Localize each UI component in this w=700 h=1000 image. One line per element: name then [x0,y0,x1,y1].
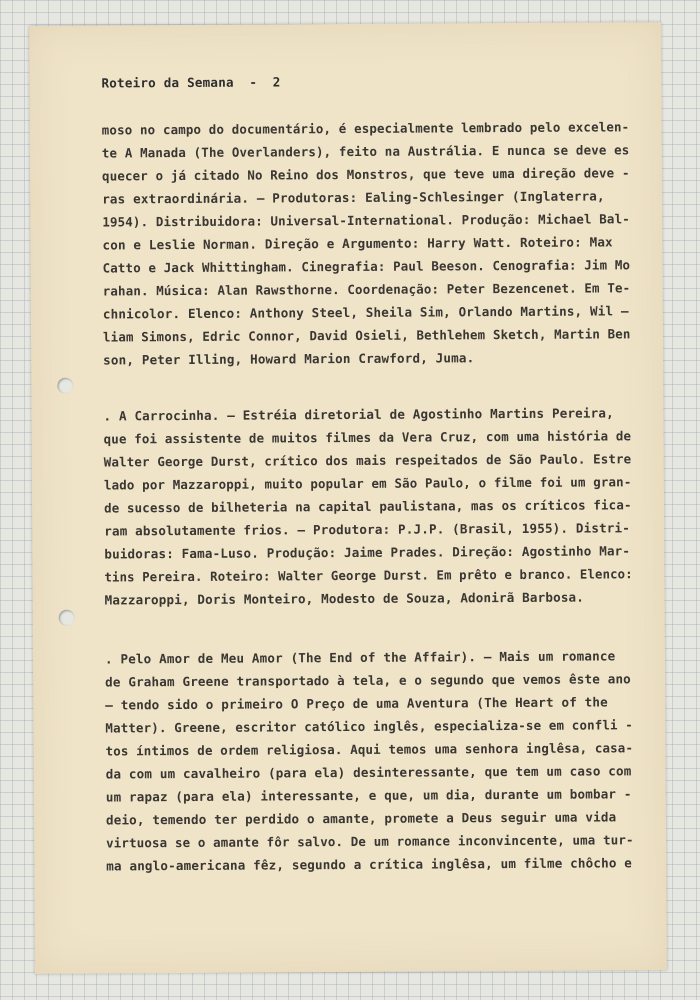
text-line: . Pelo Amor de Meu Amor (The End of the Affair). — Mais um romance [104,648,616,667]
text-line: Walter George Durst, crítico dos mais respeitados de São Paulo. Estre [103,451,632,470]
text-line: ras extraordinária. — Produtoras: Ealing-Schlesinger (Inglaterra, [102,188,605,207]
punch-hole [57,378,73,394]
text-line: — tendo sido o primeiro O Preço de uma Aventura (The Heart of the [105,694,608,713]
text-line: Matter). Greene, escritor católico inglês, especializa-se em confli - [105,717,633,736]
text-line: Mazzaroppi, Doris Monteiro, Modesto de Souza, Adonirã Barbosa. [104,589,585,608]
text-line: moso no campo do documentário, é especialmente lembrado pelo excelen- [101,119,630,138]
text-line: tos íntimos de ordem religiosa. Aqui temos uma senhora inglêsa, casa- [105,740,634,759]
text-line: deio, temendo ter perdido o amante, promete a Deus seguir uma vida [105,809,617,828]
text-line: ram absolutamente frios. — Produtora: P.J.P. (Brasil, 1955). Distri- [104,520,631,539]
text-line: um rapaz (para ela) interessante, e que, um dia, durante um bombar - [105,786,632,805]
text-line: de sucesso de bilheteria na capital paulistana, mas os críticos fica- [104,497,632,516]
text-line: rahan. Música: Alan Rawsthorne. Coordenação: Peter Bezencenet. Em Te- [102,280,631,299]
punch-hole [59,610,75,626]
text-line: quecer o já citado No Reino dos Monstros, que teve uma direção deve - [101,165,630,184]
text-line: ma anglo-americana fêz, segundo a crítica inglêsa, um filme chôcho e [106,855,633,874]
text-line: Catto e Jack Whittingham. Cinegrafia: Paul Beeson. Cenografia: Jim Mo [102,257,631,276]
page-header: Roteiro da Semana - 2 [101,74,281,91]
text-line: te A Manada (The Overlanders), feito na Austrália. E nunca se deve es [101,142,630,161]
typewritten-page [29,22,667,974]
text-line: son, Peter Illing, Howard Marion Crawford, Juma. [103,350,475,368]
text-line: virtuosa se o amante fôr salvo. De um romance inconvincente, uma tur- [106,832,634,851]
text-line: buidoras: Fama-Luso. Produção: Jaime Prades. Direção: Agostinho Mar- [104,543,631,562]
text-line: liam Simons, Edric Connor, David Osieli, Bethlehem Sketch, Martin Ben [102,326,631,345]
text-line: . A Carrocinha. — Estréia diretorial de Agostinho Martins Pereira, [103,405,614,424]
text-line: con e Leslie Norman. Direção e Argumento: Harry Watt. Roteiro: Max [102,234,613,253]
text-line: de Graham Greene transportado à tela, e o segundo que vemos êste ano [105,671,631,690]
text-line: lado por Mazzaroppi, muito popular em São Paulo, o filme foi um gran- [103,474,632,493]
text-line: chnicolor. Elenco: Anthony Steel, Sheila Sim, Orlando Martins, Wil — [102,303,629,322]
text-line: 1954). Distribuidora: Universal-International. Produção: Michael Bal- [102,211,630,230]
text-line: que foi assistente de muitos filmes da Vera Cruz, com uma história de [103,428,632,447]
text-line: da com um cavalheiro (para ela) desinteressante, que tem um caso com [105,763,632,782]
text-line: tins Pereira. Roteiro: Walter George Durst. Em prêto e branco. Elenco: [104,566,633,585]
